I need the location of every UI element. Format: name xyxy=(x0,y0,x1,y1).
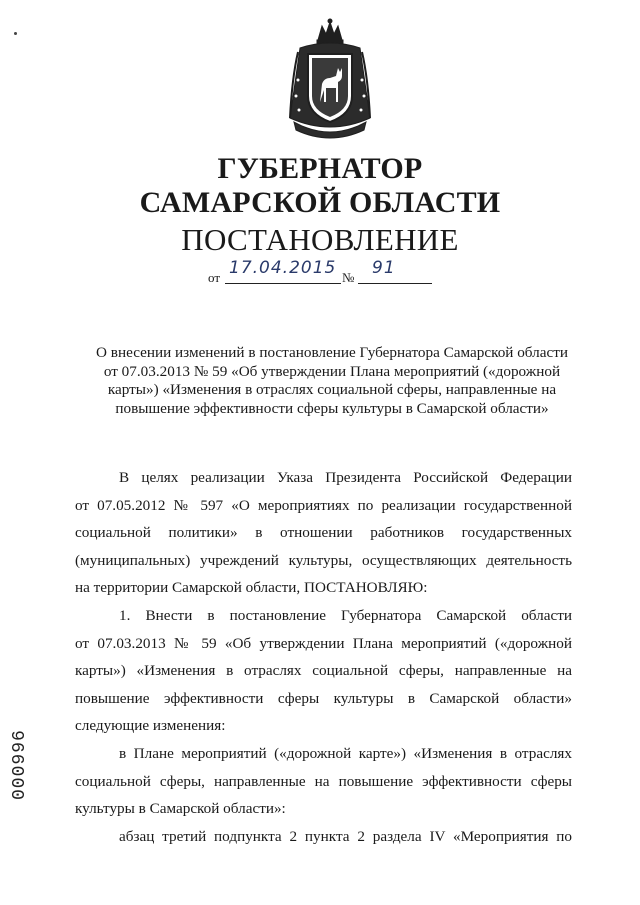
body-line: культуры в Самарской области»: xyxy=(75,800,286,818)
body-line: повышение эффективности сферы культуры в Самарской области» xyxy=(75,689,572,707)
body-line: на территории Самарской области, ПОСТАНОВЛЯЮ: xyxy=(75,579,428,597)
body-line: абзац третий подпункта 2 пункта 2 раздела IV «Мероприятия по xyxy=(119,827,572,845)
subject-line: повышение эффективности сферы культуры в Самарской области» xyxy=(115,399,549,417)
issuer-title: ГУБЕРНАТОР xyxy=(217,152,423,185)
number-prefix: № xyxy=(342,270,355,285)
number-underline xyxy=(358,283,432,284)
body-line: социальной сферы, направленные на повышение эффективности сферы xyxy=(75,772,572,790)
date-underline xyxy=(225,283,341,284)
body-line: социальной политики» в отношении работников государственных xyxy=(75,524,572,542)
body-line: в Плане мероприятий («дорожной карте») «Изменения в отраслях xyxy=(119,744,572,762)
document-type: ПОСТАНОВЛЕНИЕ xyxy=(181,222,459,257)
document-body xyxy=(75,468,572,854)
body-line: от 07.03.2013 № 59 «Об утверждении Плана мероприятий («дорожной xyxy=(75,634,572,652)
date-value: 17.04.2015 xyxy=(229,258,337,278)
date-prefix: от xyxy=(208,270,221,285)
body-line: (муниципальных) учреждений культуры, осуществляющих деятельность xyxy=(75,551,572,569)
serial-number: 000996 xyxy=(10,729,30,800)
body-line: следующие изменения: xyxy=(75,717,226,735)
margin-dot xyxy=(14,32,17,35)
body-line: 1. Внести в постановление Губернатора Самарской области xyxy=(119,606,572,624)
body-line: от 07.05.2012 № 597 «О мероприятиях по реализации государственной xyxy=(75,496,572,514)
subject-line: от 07.03.2013 № 59 «Об утверждении Плана мероприятий («дорожной xyxy=(103,362,561,380)
number-value: 91 xyxy=(372,258,396,278)
document-subject xyxy=(78,344,586,418)
coat-of-arms-samara-icon xyxy=(284,18,376,146)
subject-line: карты») «Изменения в отраслях социальной сферы, направленные на xyxy=(107,381,557,398)
body-line: карты») «Изменения в отраслях социальной сферы, направленные на xyxy=(75,662,572,680)
subject-line: О внесении изменений в постановление Губернатора Самарской области xyxy=(96,344,568,361)
body-line: В целях реализации Указа Президента Российской Федерации xyxy=(119,469,572,486)
issuer-region: САМАРСКОЙ ОБЛАСТИ xyxy=(139,186,501,219)
